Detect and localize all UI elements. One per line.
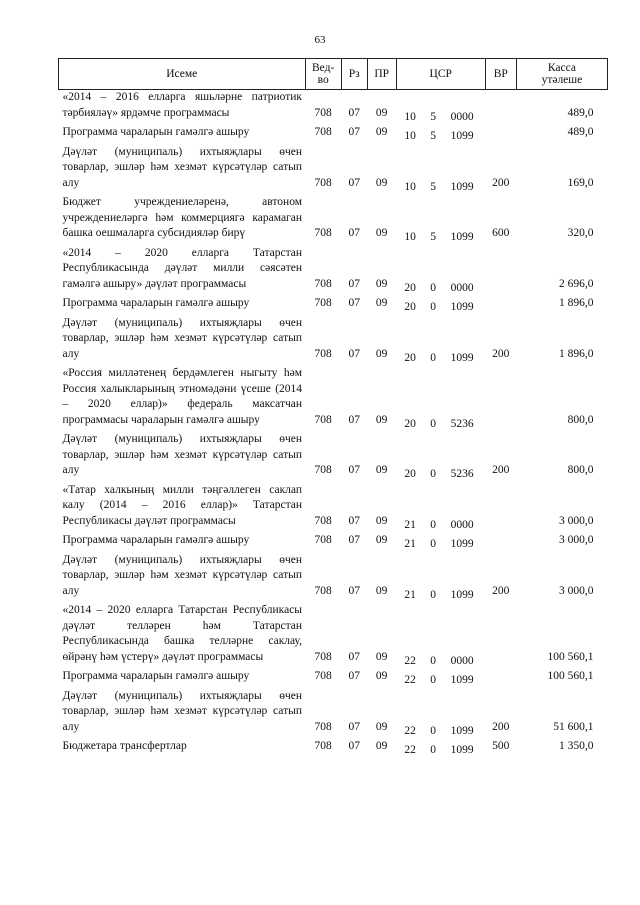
row-csr-part1: 20 xyxy=(404,417,416,430)
table-row xyxy=(59,432,608,483)
row-csr-part1: 20 xyxy=(404,281,416,294)
row-rz: 07 xyxy=(348,176,360,189)
row-csr-part1: 22 xyxy=(404,724,416,737)
row-name: Дәүләт (муниципаль) ихтыяҗлары өчен товарлар, эшләр һәм хезмәт күрсәтүләр сатып алу xyxy=(62,553,303,597)
row-rz: 07 xyxy=(348,584,360,597)
row-vr xyxy=(485,90,516,126)
row-pr: 09 xyxy=(375,176,388,189)
row-csr-part3: 1099 xyxy=(450,724,474,737)
table-body xyxy=(59,90,608,759)
row-name: Программа чараларын гамәлгә ашыру xyxy=(62,670,250,682)
row-csr xyxy=(396,145,485,196)
row-ved: 708 xyxy=(314,176,332,189)
table-row xyxy=(59,296,608,316)
row-csr xyxy=(396,316,485,367)
table-row xyxy=(59,669,608,689)
row-pr: 09 xyxy=(375,584,388,597)
row-csr xyxy=(396,553,485,604)
row-pr: 09 xyxy=(375,227,388,239)
row-amount: 51 600,1 xyxy=(553,720,594,733)
row-amount: 800,0 xyxy=(567,413,594,426)
row-vr xyxy=(485,125,516,145)
row-csr-part2: 0 xyxy=(430,281,437,294)
row-csr-part2: 0 xyxy=(430,538,437,550)
row-csr-part2: 5 xyxy=(430,110,437,123)
row-ved: 708 xyxy=(314,534,332,546)
row-pr: 09 xyxy=(375,514,388,527)
row-csr-part1: 21 xyxy=(404,588,416,601)
row-rz: 07 xyxy=(348,347,360,360)
row-csr-part3: 1099 xyxy=(450,538,474,550)
row-rz: 07 xyxy=(348,297,360,309)
row-ved: 708 xyxy=(314,514,332,527)
row-name: «Татар халкының милли тәңгәллеген саклап калу (2014 – 2016 еллар)» Татарстан Республикасы дәүләт программасы xyxy=(62,483,303,527)
row-amount: 100 560,1 xyxy=(547,670,594,682)
row-csr-part1: 10 xyxy=(404,180,416,193)
row-csr-part1: 20 xyxy=(404,468,416,480)
row-csr-part2: 0 xyxy=(430,674,437,686)
row-amount: 489,0 xyxy=(567,106,594,119)
row-csr xyxy=(396,483,485,534)
row-ved: 708 xyxy=(314,126,332,138)
row-rz: 07 xyxy=(348,413,360,426)
row-rz: 07 xyxy=(348,720,360,733)
table-row xyxy=(59,483,608,534)
row-amount: 489,0 xyxy=(567,126,594,138)
row-csr-part2: 5 xyxy=(430,180,437,193)
row-csr-part3: 5236 xyxy=(450,468,474,480)
page-number: 63 xyxy=(314,34,326,46)
row-ved: 708 xyxy=(314,584,332,597)
row-name: «Россия милләтенең бердәмлеген ныгыту һәм Россия халыкларының этномәдәни үсеше (2014 – 2020 еллар)» федераль максатчан программасы чараларын гамәлгә ашыру xyxy=(62,367,303,426)
row-name: Бюджетара трансфертлар xyxy=(62,740,187,752)
row-csr-part1: 10 xyxy=(404,231,416,243)
row-vr: 200 xyxy=(492,584,510,597)
row-amount: 3 000,0 xyxy=(559,584,594,597)
header-csr: ЦСР xyxy=(396,59,485,90)
row-pr: 09 xyxy=(375,106,388,119)
budget-table xyxy=(58,58,608,759)
row-csr-part1: 21 xyxy=(404,518,416,531)
row-pr: 09 xyxy=(375,277,388,290)
row-csr-part2: 0 xyxy=(430,417,437,430)
row-vr xyxy=(485,603,516,669)
row-amount: 1 896,0 xyxy=(559,297,594,309)
row-name: «2014 – 2020 елларга Татарстан Республикасында дәүләт милли сәясәтен гамәлгә ашыру» дәүләт программасы xyxy=(62,246,303,290)
row-vr: 600 xyxy=(492,227,510,239)
row-amount: 3 000,0 xyxy=(559,514,594,527)
row-rz: 07 xyxy=(348,277,360,290)
row-csr-part3: 1099 xyxy=(450,301,474,313)
table-row xyxy=(59,366,608,432)
row-vr xyxy=(485,296,516,316)
table-row xyxy=(59,246,608,297)
row-csr-part2: 0 xyxy=(430,518,437,531)
header-pr: ПР xyxy=(367,59,396,90)
row-csr-part3: 1099 xyxy=(450,180,474,193)
row-name: Программа чараларын гамәлгә ашыру xyxy=(62,297,250,309)
row-pr: 09 xyxy=(375,740,388,752)
row-rz: 07 xyxy=(348,650,360,663)
row-amount: 2 696,0 xyxy=(559,277,594,290)
row-pr: 09 xyxy=(375,670,388,682)
row-ved: 708 xyxy=(314,106,332,119)
row-csr-part3: 1099 xyxy=(450,588,474,601)
row-amount: 320,0 xyxy=(567,227,594,239)
row-name: Бюджет учреждениеләренә, автоном учреждениеләргә һәм коммерциягә карамаган башка оешмаларга субсидияләр бирү xyxy=(62,196,303,239)
row-csr-part3: 0000 xyxy=(450,110,474,123)
table-row xyxy=(59,689,608,740)
row-name: Дәүләт (муниципаль) ихтыяҗлары өчен товарлар, эшләр һәм хезмәт күрсәтүләр сатып алу xyxy=(62,145,303,189)
row-rz: 07 xyxy=(348,227,360,239)
row-rz: 07 xyxy=(348,464,360,476)
row-csr xyxy=(396,533,485,553)
table-row xyxy=(59,553,608,604)
row-csr xyxy=(396,689,485,740)
row-vr: 200 xyxy=(492,720,510,733)
row-vr xyxy=(485,533,516,553)
header-amount xyxy=(516,59,607,90)
row-csr-part3: 1099 xyxy=(450,231,474,243)
row-csr xyxy=(396,246,485,297)
row-csr-part2: 5 xyxy=(430,231,437,243)
row-vr xyxy=(485,246,516,297)
row-vr xyxy=(485,669,516,689)
row-csr-part2: 5 xyxy=(430,130,437,142)
row-csr-part1: 10 xyxy=(404,130,416,142)
header-amount-label: Касса утәлеше xyxy=(541,62,583,86)
row-name: Дәүләт (муниципаль) ихтыяҗлары өчен товарлар, эшләр һәм хезмәт күрсәтүләр сатып алу xyxy=(62,316,303,360)
row-ved: 708 xyxy=(314,297,332,309)
row-ved: 708 xyxy=(314,413,332,426)
row-csr-part2: 0 xyxy=(430,351,437,364)
row-vr xyxy=(485,366,516,432)
row-rz: 07 xyxy=(348,514,360,527)
row-pr: 09 xyxy=(375,534,388,546)
row-name: Программа чараларын гамәлгә ашыру xyxy=(62,534,250,546)
row-rz: 07 xyxy=(348,670,360,682)
row-vr: 500 xyxy=(492,740,510,752)
row-csr-part3: 1099 xyxy=(450,351,474,364)
row-csr-part1: 22 xyxy=(404,674,416,686)
row-ved: 708 xyxy=(314,347,332,360)
row-csr-part1: 21 xyxy=(404,538,416,550)
table-row xyxy=(59,195,608,246)
header-vr: ВР xyxy=(485,59,516,90)
row-csr-part2: 0 xyxy=(430,468,437,480)
row-csr xyxy=(396,296,485,316)
row-amount: 1 350,0 xyxy=(559,740,594,752)
table-row xyxy=(59,739,608,759)
table-row xyxy=(59,125,608,145)
row-vr: 200 xyxy=(492,347,510,360)
row-vr: 200 xyxy=(492,176,510,189)
table-row xyxy=(59,90,608,126)
row-amount: 1 896,0 xyxy=(559,347,594,360)
row-csr-part2: 0 xyxy=(430,301,437,313)
row-amount: 800,0 xyxy=(567,464,594,476)
row-csr-part3: 5236 xyxy=(450,417,474,430)
row-csr xyxy=(396,669,485,689)
row-csr xyxy=(396,125,485,145)
row-ved: 708 xyxy=(314,740,332,752)
row-csr-part1: 22 xyxy=(404,654,416,667)
row-rz: 07 xyxy=(348,740,360,752)
table-row xyxy=(59,145,608,196)
row-ved: 708 xyxy=(314,464,332,476)
row-pr: 09 xyxy=(375,464,388,476)
table-row xyxy=(59,533,608,553)
row-csr-part3: 0000 xyxy=(450,281,474,294)
header-rz: Рз xyxy=(341,59,367,90)
row-name: Дәүләт (муниципаль) ихтыяҗлары өчен товарлар, эшләр һәм хезмәт күрсәтүләр сатып алу xyxy=(62,433,303,476)
row-ved: 708 xyxy=(314,227,332,239)
row-csr xyxy=(396,432,485,483)
table-header-row xyxy=(59,59,608,90)
row-amount: 100 560,1 xyxy=(547,650,594,663)
row-ved: 708 xyxy=(314,670,332,682)
row-name: «2014 – 2020 елларга Татарстан Республикасы дәүләт телләрен һәм Татарстан Республикасында башка телләрне саклау, өйрәнү һәм үстерү» дәүләт программасы xyxy=(62,604,303,663)
row-csr xyxy=(396,603,485,669)
row-name: Программа чараларын гамәлгә ашыру xyxy=(62,126,250,138)
row-csr xyxy=(396,195,485,246)
row-csr-part2: 0 xyxy=(430,724,437,737)
table-row xyxy=(59,316,608,367)
row-ved: 708 xyxy=(314,650,332,663)
row-csr-part1: 20 xyxy=(404,301,416,313)
row-ved: 708 xyxy=(314,277,332,290)
row-csr-part1: 10 xyxy=(404,110,416,123)
row-pr: 09 xyxy=(375,347,388,360)
table-row xyxy=(59,603,608,669)
row-csr-part3: 0000 xyxy=(450,654,474,667)
row-csr-part3: 1099 xyxy=(450,674,474,686)
row-csr-part2: 0 xyxy=(430,744,437,756)
row-pr: 09 xyxy=(375,413,388,426)
row-name: «2014 – 2016 елларга яшьләрне патриотик тәрбияләү» ярдәмче программасы xyxy=(62,91,303,119)
row-ved: 708 xyxy=(314,720,332,733)
row-amount: 169,0 xyxy=(567,176,594,189)
row-vr: 200 xyxy=(492,464,510,476)
row-csr xyxy=(396,366,485,432)
row-csr xyxy=(396,739,485,759)
row-vr xyxy=(485,483,516,534)
header-ved-label: Вед- во xyxy=(312,62,335,86)
row-rz: 07 xyxy=(348,106,360,119)
row-rz: 07 xyxy=(348,126,360,138)
row-csr-part1: 22 xyxy=(404,744,416,756)
row-csr-part2: 0 xyxy=(430,588,437,601)
row-pr: 09 xyxy=(375,126,388,138)
header-ved xyxy=(305,59,341,90)
row-pr: 09 xyxy=(375,297,388,309)
row-csr-part3: 1099 xyxy=(450,744,474,756)
row-amount: 3 000,0 xyxy=(559,534,594,546)
header-name: Исеме xyxy=(59,59,306,90)
row-rz: 07 xyxy=(348,534,360,546)
row-pr: 09 xyxy=(375,720,388,733)
row-name: Дәүләт (муниципаль) ихтыяҗлары өчен товарлар, эшләр һәм хезмәт күрсәтүләр сатып алу xyxy=(62,689,303,733)
row-csr-part2: 0 xyxy=(430,654,437,667)
row-csr-part1: 20 xyxy=(404,351,416,364)
row-csr-part3: 0000 xyxy=(450,518,474,531)
row-csr xyxy=(396,90,485,126)
row-csr-part3: 1099 xyxy=(450,130,474,142)
row-pr: 09 xyxy=(375,650,388,663)
